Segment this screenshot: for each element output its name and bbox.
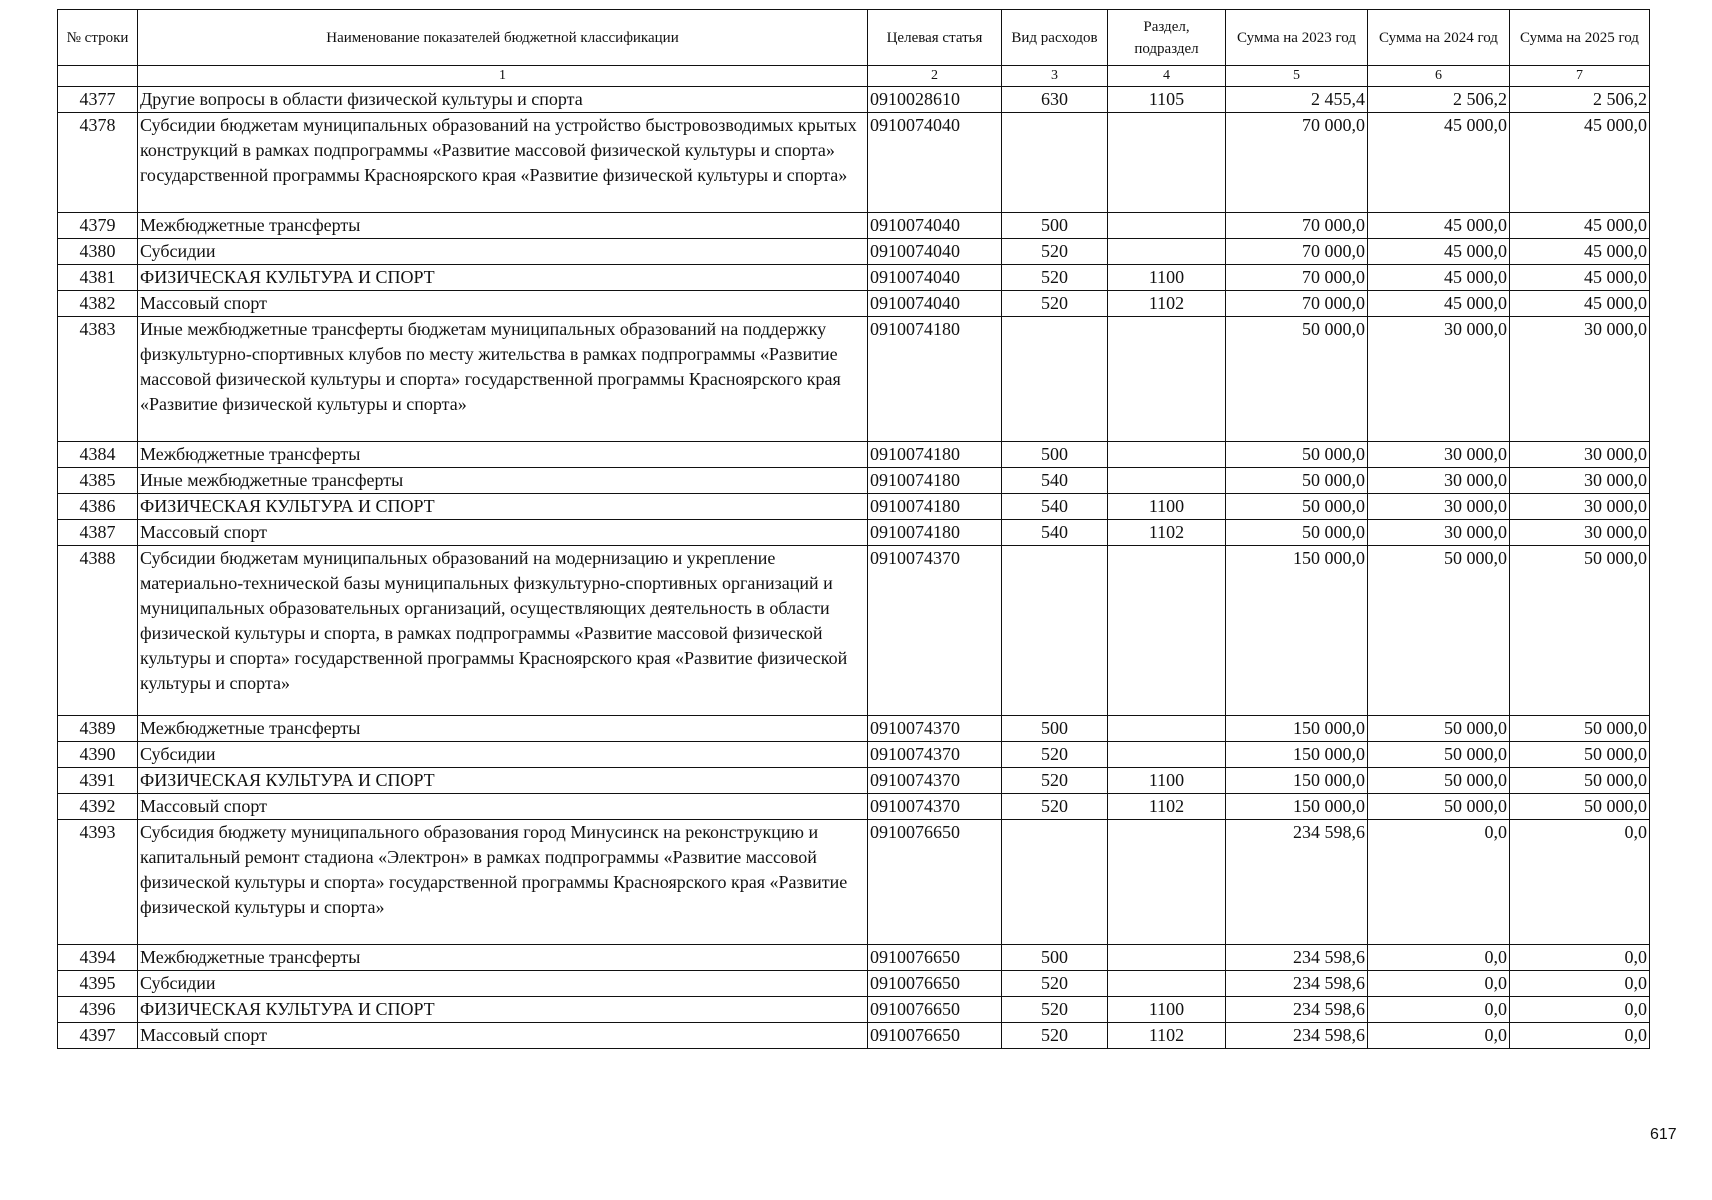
sum-2025-cell: 0,0 xyxy=(1510,971,1650,997)
row-number-cell: 4395 xyxy=(58,971,138,997)
target-article-cell: 0910074180 xyxy=(868,468,1002,494)
sum-2023-cell: 234 598,6 xyxy=(1226,820,1368,945)
row-number-cell: 4385 xyxy=(58,468,138,494)
section-cell xyxy=(1108,971,1226,997)
sum-2024-cell: 30 000,0 xyxy=(1368,494,1510,520)
target-article-cell: 0910074370 xyxy=(868,742,1002,768)
name-cell: Субсидии xyxy=(138,239,868,265)
expense-type-cell: 520 xyxy=(1002,794,1108,820)
row-number-cell: 4394 xyxy=(58,945,138,971)
table-row xyxy=(58,113,1650,213)
sum-2023-cell: 50 000,0 xyxy=(1226,468,1368,494)
row-number-cell: 4384 xyxy=(58,442,138,468)
section-cell: 1100 xyxy=(1108,997,1226,1023)
column-number-row xyxy=(58,66,1650,87)
sum-2024-cell: 45 000,0 xyxy=(1368,291,1510,317)
table-row xyxy=(58,265,1650,291)
target-article-cell: 0910076650 xyxy=(868,997,1002,1023)
name-cell: Субсидии бюджетам муниципальных образований на устройство быстровозводимых крытых конструкций в рамках подпрограммы «Развитие массовой физической культуры и спорта» государственной программы Красноярского края «Развитие физической культуры и спорта» xyxy=(138,113,868,213)
sum-2023-cell: 234 598,6 xyxy=(1226,1023,1368,1049)
section-cell: 1100 xyxy=(1108,768,1226,794)
sum-2023-cell: 70 000,0 xyxy=(1226,213,1368,239)
section-cell xyxy=(1108,716,1226,742)
column-number: 4 xyxy=(1108,66,1226,87)
sum-2024-cell: 45 000,0 xyxy=(1368,213,1510,239)
row-number-cell: 4388 xyxy=(58,546,138,716)
sum-2024-cell: 2 506,2 xyxy=(1368,87,1510,113)
row-number-cell: 4380 xyxy=(58,239,138,265)
sum-2024-cell: 50 000,0 xyxy=(1368,742,1510,768)
sum-2025-cell: 50 000,0 xyxy=(1510,742,1650,768)
name-cell: Иные межбюджетные трансферты бюджетам муниципальных образований на поддержку физкультурно-спортивных клубов по месту жительства в рамках подпрограммы «Развитие массовой физической культуры и спорта» государственной программы Красноярского края «Развитие физической культуры и спорта» xyxy=(138,317,868,442)
sum-2025-cell: 50 000,0 xyxy=(1510,794,1650,820)
sum-2024-cell: 30 000,0 xyxy=(1368,317,1510,442)
name-cell: Субсидии xyxy=(138,971,868,997)
expense-type-cell xyxy=(1002,317,1108,442)
header-expense-type: Вид расходов xyxy=(1002,10,1108,66)
section-cell xyxy=(1108,239,1226,265)
sum-2024-cell: 45 000,0 xyxy=(1368,239,1510,265)
table-row xyxy=(58,317,1650,442)
expense-type-cell xyxy=(1002,546,1108,716)
sum-2023-cell: 70 000,0 xyxy=(1226,291,1368,317)
sum-2024-cell: 0,0 xyxy=(1368,945,1510,971)
sum-2023-cell: 234 598,6 xyxy=(1226,971,1368,997)
section-cell xyxy=(1108,442,1226,468)
sum-2025-cell: 30 000,0 xyxy=(1510,317,1650,442)
sum-2023-cell: 150 000,0 xyxy=(1226,716,1368,742)
sum-2023-cell: 150 000,0 xyxy=(1226,742,1368,768)
sum-2024-cell: 45 000,0 xyxy=(1368,265,1510,291)
section-cell xyxy=(1108,113,1226,213)
name-cell: Массовый спорт xyxy=(138,1023,868,1049)
section-cell: 1102 xyxy=(1108,291,1226,317)
row-number-cell: 4382 xyxy=(58,291,138,317)
header-row xyxy=(58,10,1650,66)
expense-type-cell: 520 xyxy=(1002,768,1108,794)
row-number-cell: 4390 xyxy=(58,742,138,768)
row-number-cell: 4393 xyxy=(58,820,138,945)
target-article-cell: 0910076650 xyxy=(868,820,1002,945)
row-number-cell: 4381 xyxy=(58,265,138,291)
table-row xyxy=(58,494,1650,520)
sum-2023-cell: 50 000,0 xyxy=(1226,520,1368,546)
section-cell xyxy=(1108,213,1226,239)
target-article-cell: 0910074370 xyxy=(868,716,1002,742)
expense-type-cell: 540 xyxy=(1002,494,1108,520)
sum-2023-cell: 70 000,0 xyxy=(1226,239,1368,265)
target-article-cell: 0910076650 xyxy=(868,1023,1002,1049)
sum-2024-cell: 30 000,0 xyxy=(1368,468,1510,494)
name-cell: Субсидии бюджетам муниципальных образований на модернизацию и укрепление материально-технической базы муниципальных физкультурно-спортивных организаций и муниципальных образовательных организаций, осуществляющих деятельность в области физической культуры и спорта, в рамках подпрограммы «Развитие массовой физической культуры и спорта» государственной программы Красноярского края «Развитие физической культуры и спорта» xyxy=(138,546,868,716)
row-number-cell: 4378 xyxy=(58,113,138,213)
name-cell: Другие вопросы в области физической культуры и спорта xyxy=(138,87,868,113)
sum-2025-cell: 2 506,2 xyxy=(1510,87,1650,113)
section-cell xyxy=(1108,468,1226,494)
sum-2023-cell: 150 000,0 xyxy=(1226,794,1368,820)
sum-2025-cell: 0,0 xyxy=(1510,820,1650,945)
table-row xyxy=(58,1023,1650,1049)
name-cell: Массовый спорт xyxy=(138,520,868,546)
sum-2024-cell: 50 000,0 xyxy=(1368,794,1510,820)
name-cell: Субсидии xyxy=(138,742,868,768)
column-number: 1 xyxy=(138,66,868,87)
section-cell xyxy=(1108,546,1226,716)
table-row xyxy=(58,442,1650,468)
sum-2025-cell: 45 000,0 xyxy=(1510,291,1650,317)
expense-type-cell: 540 xyxy=(1002,468,1108,494)
table-row xyxy=(58,520,1650,546)
sum-2024-cell: 50 000,0 xyxy=(1368,716,1510,742)
sum-2024-cell: 0,0 xyxy=(1368,997,1510,1023)
row-number-cell: 4389 xyxy=(58,716,138,742)
section-cell xyxy=(1108,945,1226,971)
target-article-cell: 0910074180 xyxy=(868,317,1002,442)
name-cell: ФИЗИЧЕСКАЯ КУЛЬТУРА И СПОРТ xyxy=(138,768,868,794)
section-cell xyxy=(1108,742,1226,768)
expense-type-cell: 520 xyxy=(1002,291,1108,317)
header-sum-2025: Сумма на 2025 год xyxy=(1510,10,1650,66)
sum-2024-cell: 0,0 xyxy=(1368,820,1510,945)
name-cell: Иные межбюджетные трансферты xyxy=(138,468,868,494)
sum-2023-cell: 70 000,0 xyxy=(1226,265,1368,291)
sum-2025-cell: 50 000,0 xyxy=(1510,546,1650,716)
table-row xyxy=(58,468,1650,494)
column-number xyxy=(58,66,138,87)
sum-2025-cell: 45 000,0 xyxy=(1510,113,1650,213)
sum-2024-cell: 45 000,0 xyxy=(1368,113,1510,213)
section-cell: 1100 xyxy=(1108,265,1226,291)
row-number-cell: 4379 xyxy=(58,213,138,239)
target-article-cell: 0910076650 xyxy=(868,945,1002,971)
column-number: 7 xyxy=(1510,66,1650,87)
target-article-cell: 0910074040 xyxy=(868,213,1002,239)
row-number-cell: 4386 xyxy=(58,494,138,520)
table-row xyxy=(58,768,1650,794)
table-row xyxy=(58,87,1650,113)
row-number-cell: 4396 xyxy=(58,997,138,1023)
name-cell: Межбюджетные трансферты xyxy=(138,716,868,742)
expense-type-cell: 630 xyxy=(1002,87,1108,113)
table-row xyxy=(58,546,1650,716)
section-cell: 1105 xyxy=(1108,87,1226,113)
sum-2025-cell: 45 000,0 xyxy=(1510,213,1650,239)
page-number: 617 xyxy=(1650,1126,1677,1143)
sum-2024-cell: 0,0 xyxy=(1368,1023,1510,1049)
table-row xyxy=(58,820,1650,945)
name-cell: ФИЗИЧЕСКАЯ КУЛЬТУРА И СПОРТ xyxy=(138,997,868,1023)
table-body xyxy=(58,87,1650,1049)
expense-type-cell: 520 xyxy=(1002,239,1108,265)
expense-type-cell xyxy=(1002,820,1108,945)
target-article-cell: 0910074040 xyxy=(868,239,1002,265)
sum-2023-cell: 50 000,0 xyxy=(1226,494,1368,520)
table-row xyxy=(58,239,1650,265)
column-number: 2 xyxy=(868,66,1002,87)
sum-2024-cell: 50 000,0 xyxy=(1368,546,1510,716)
target-article-cell: 0910074180 xyxy=(868,442,1002,468)
header-section: Раздел, подраздел xyxy=(1108,10,1226,66)
sum-2025-cell: 30 000,0 xyxy=(1510,520,1650,546)
expense-type-cell: 520 xyxy=(1002,1023,1108,1049)
table-row xyxy=(58,997,1650,1023)
target-article-cell: 0910074180 xyxy=(868,520,1002,546)
sum-2024-cell: 50 000,0 xyxy=(1368,768,1510,794)
name-cell: Межбюджетные трансферты xyxy=(138,945,868,971)
section-cell xyxy=(1108,820,1226,945)
table-row xyxy=(58,945,1650,971)
name-cell: Межбюджетные трансферты xyxy=(138,213,868,239)
sum-2023-cell: 50 000,0 xyxy=(1226,442,1368,468)
column-number: 3 xyxy=(1002,66,1108,87)
sum-2023-cell: 2 455,4 xyxy=(1226,87,1368,113)
target-article-cell: 0910074370 xyxy=(868,794,1002,820)
sum-2025-cell: 30 000,0 xyxy=(1510,442,1650,468)
target-article-cell: 0910074370 xyxy=(868,768,1002,794)
expense-type-cell: 500 xyxy=(1002,945,1108,971)
sum-2025-cell: 50 000,0 xyxy=(1510,768,1650,794)
column-number: 5 xyxy=(1226,66,1368,87)
row-number-cell: 4392 xyxy=(58,794,138,820)
target-article-cell: 0910076650 xyxy=(868,971,1002,997)
expense-type-cell: 520 xyxy=(1002,742,1108,768)
section-cell: 1102 xyxy=(1108,794,1226,820)
sum-2025-cell: 0,0 xyxy=(1510,945,1650,971)
name-cell: Массовый спорт xyxy=(138,794,868,820)
sum-2025-cell: 45 000,0 xyxy=(1510,265,1650,291)
name-cell: Межбюджетные трансферты xyxy=(138,442,868,468)
row-number-cell: 4377 xyxy=(58,87,138,113)
budget-sheet xyxy=(57,9,1650,1049)
row-number-cell: 4397 xyxy=(58,1023,138,1049)
sum-2023-cell: 150 000,0 xyxy=(1226,546,1368,716)
column-number: 6 xyxy=(1368,66,1510,87)
table-row xyxy=(58,971,1650,997)
expense-type-cell: 500 xyxy=(1002,213,1108,239)
header-row-number: № строки xyxy=(58,10,138,66)
name-cell: Массовый спорт xyxy=(138,291,868,317)
expense-type-cell: 540 xyxy=(1002,520,1108,546)
name-cell: ФИЗИЧЕСКАЯ КУЛЬТУРА И СПОРТ xyxy=(138,494,868,520)
section-cell xyxy=(1108,317,1226,442)
name-cell: Субсидия бюджету муниципального образования город Минусинск на реконструкцию и капитальный ремонт стадиона «Электрон» в рамках подпрограммы «Развитие массовой физической культуры и спорта» государственной программы Красноярского края «Развитие физической культуры и спорта» xyxy=(138,820,868,945)
target-article-cell: 0910074040 xyxy=(868,113,1002,213)
sum-2025-cell: 0,0 xyxy=(1510,1023,1650,1049)
name-cell: ФИЗИЧЕСКАЯ КУЛЬТУРА И СПОРТ xyxy=(138,265,868,291)
sum-2023-cell: 50 000,0 xyxy=(1226,317,1368,442)
sum-2023-cell: 234 598,6 xyxy=(1226,945,1368,971)
expense-type-cell: 520 xyxy=(1002,971,1108,997)
expense-type-cell: 520 xyxy=(1002,265,1108,291)
target-article-cell: 0910074040 xyxy=(868,291,1002,317)
section-cell: 1102 xyxy=(1108,1023,1226,1049)
budget-table xyxy=(57,9,1650,1049)
expense-type-cell xyxy=(1002,113,1108,213)
expense-type-cell: 500 xyxy=(1002,716,1108,742)
target-article-cell: 0910074370 xyxy=(868,546,1002,716)
section-cell: 1102 xyxy=(1108,520,1226,546)
sum-2023-cell: 70 000,0 xyxy=(1226,113,1368,213)
row-number-cell: 4391 xyxy=(58,768,138,794)
header-target-article: Целевая статья xyxy=(868,10,1002,66)
sum-2024-cell: 30 000,0 xyxy=(1368,442,1510,468)
target-article-cell: 0910074180 xyxy=(868,494,1002,520)
expense-type-cell: 500 xyxy=(1002,442,1108,468)
table-row xyxy=(58,291,1650,317)
target-article-cell: 0910028610 xyxy=(868,87,1002,113)
sum-2025-cell: 45 000,0 xyxy=(1510,239,1650,265)
table-row xyxy=(58,794,1650,820)
sum-2025-cell: 0,0 xyxy=(1510,997,1650,1023)
header-sum-2023: Сумма на 2023 год xyxy=(1226,10,1368,66)
expense-type-cell: 520 xyxy=(1002,997,1108,1023)
target-article-cell: 0910074040 xyxy=(868,265,1002,291)
table-row xyxy=(58,716,1650,742)
sum-2023-cell: 150 000,0 xyxy=(1226,768,1368,794)
header-sum-2024: Сумма на 2024 год xyxy=(1368,10,1510,66)
table-row xyxy=(58,213,1650,239)
sum-2023-cell: 234 598,6 xyxy=(1226,997,1368,1023)
sum-2025-cell: 50 000,0 xyxy=(1510,716,1650,742)
sum-2025-cell: 30 000,0 xyxy=(1510,494,1650,520)
table-row xyxy=(58,742,1650,768)
header-name: Наименование показателей бюджетной классификации xyxy=(138,10,868,66)
sum-2025-cell: 30 000,0 xyxy=(1510,468,1650,494)
section-cell: 1100 xyxy=(1108,494,1226,520)
row-number-cell: 4387 xyxy=(58,520,138,546)
row-number-cell: 4383 xyxy=(58,317,138,442)
sum-2024-cell: 30 000,0 xyxy=(1368,520,1510,546)
sum-2024-cell: 0,0 xyxy=(1368,971,1510,997)
